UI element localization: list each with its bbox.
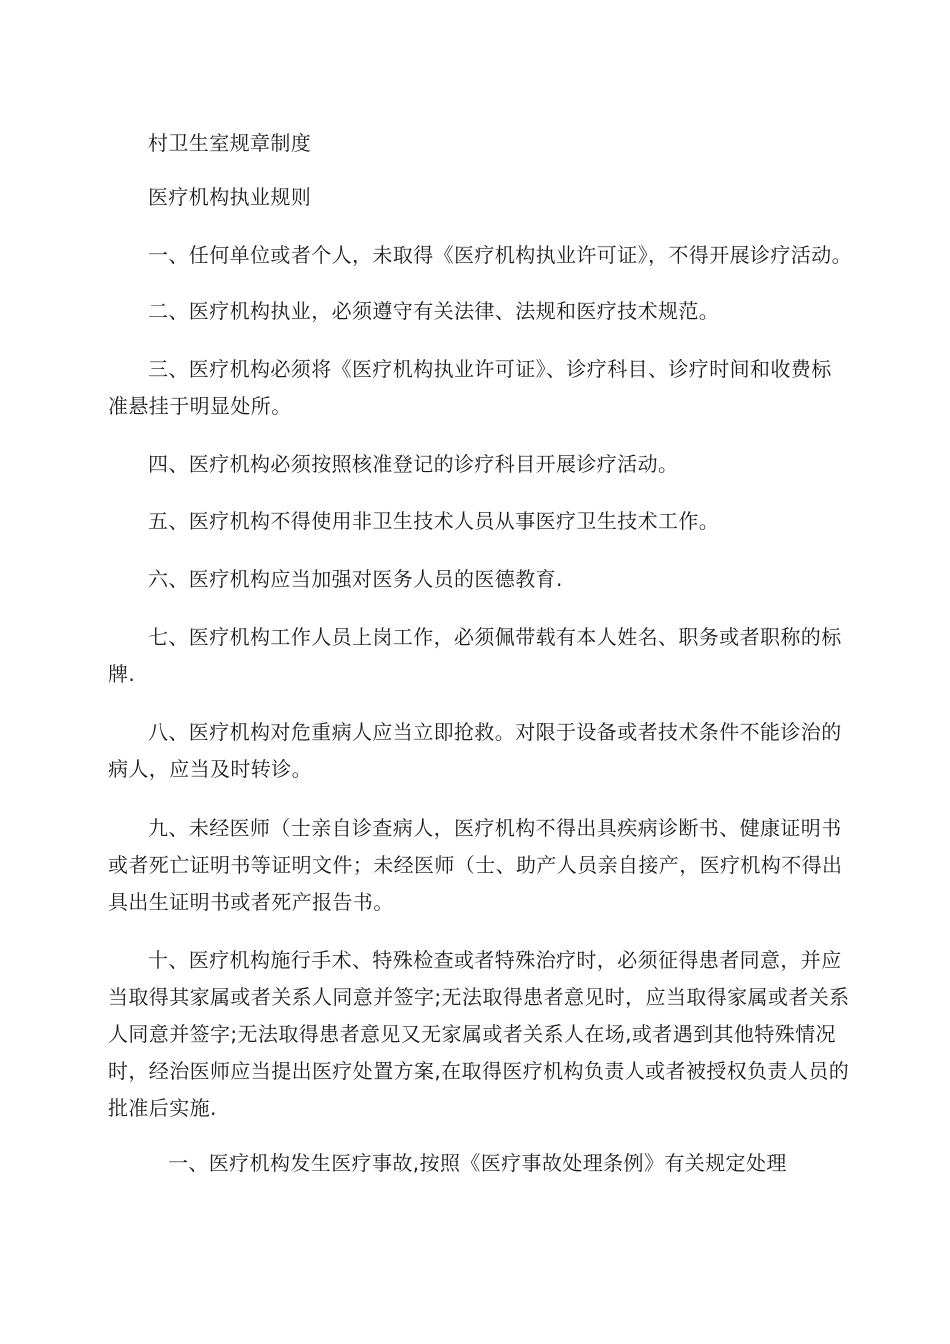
rule-line: 九、未经医师（士亲自诊查病人，医疗机构不得出具疾病诊断书、健康证明书 [148,816,842,840]
rule-line: 一、任何单位或者个人，未取得《医疗机构执业许可证》，不得开展诊疗活动。 [148,243,852,267]
rule-line: 一、医疗机构发生医疗事故,按照《医疗事故处理条例》有关规定处理 [168,1151,787,1175]
rule-line: 或者死亡证明书等证明文件；未经医师（士、助产人员亲自接产，医疗机构不得出 [108,853,843,877]
rule-item-7 [108,619,848,693]
rule-line: 人同意并签字;无法取得患者意见又无家属或者关系人在场,或者遇到其他特殊情况 [108,1022,836,1046]
rule-line: 牌. [108,662,136,686]
rule-line: 八、医疗机构对危重病人应当立即抢救。对限于设备或者技术条件不能诊治的 [148,720,842,744]
document-subtitle: 医疗机构执业规则 [148,185,312,209]
rule-item-6 [108,561,848,598]
rule-item-2 [108,293,848,330]
rule-item-5 [108,503,848,540]
rule-item-11 [168,1145,908,1182]
document-title: 村卫生室规章制度 [148,131,312,155]
rule-line: 十、医疗机构施行手术、特殊检查或者特殊治疗时，必须征得患者同意，并应 [148,948,842,972]
rule-line: 批准后实施. [108,1096,217,1120]
rule-line: 七、医疗机构工作人员上岗工作，必须佩带载有本人姓名、职务或者职称的标 [148,625,842,649]
rule-line: 时，经治医师应当提出医疗处置方案,在取得医疗机构负责人或者被授权负责人员的 [108,1059,850,1083]
rule-line: 三、医疗机构必须将《医疗机构执业许可证》、诊疗科目、诊疗时间和收费标 [148,357,832,381]
rule-item-4 [108,446,848,483]
rule-item-9 [108,810,848,921]
rule-line: 病人，应当及时转诊。 [108,757,312,781]
rule-line: 六、医疗机构应当加强对医务人员的医德教育. [148,567,563,591]
rule-line: 二、医疗机构执业，必须遵守有关法律、法规和医疗技术规范。 [148,299,720,323]
rule-line: 五、医疗机构不得使用非卫生技术人员从事医疗卫生技术工作。 [148,509,720,533]
rule-line: 四、医疗机构必须按照核准登记的诊疗科目开展诊疗活动。 [148,452,679,476]
rule-line: 准悬挂于明显处所。 [108,394,292,418]
rule-item-1 [108,237,852,274]
rule-item-10 [108,942,848,1127]
rule-item-3 [108,351,848,425]
rule-line: 具出生证明书或者死产报告书。 [108,890,394,914]
rule-item-8 [108,714,848,788]
rule-line: 当取得其家属或者关系人同意并签字;无法取得患者意见时，应当取得家属或者关系 [108,985,850,1009]
